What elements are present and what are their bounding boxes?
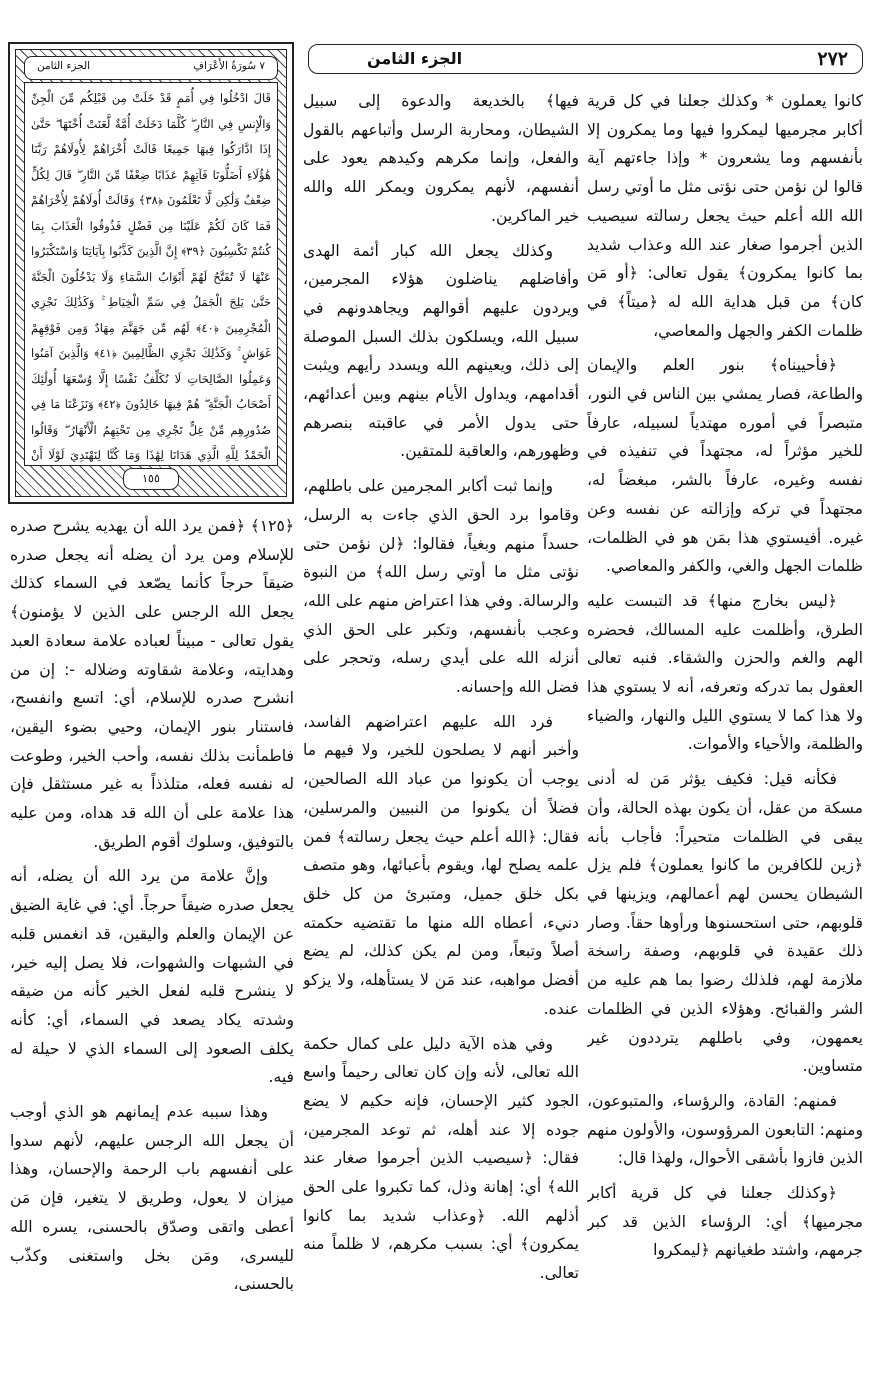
paragraph: وكذلك يجعل الله كبار أئمة الهدى وأفاضلهم يناضلون هؤلاء المجرمين، ويردون عليهم أقوالهم ويجاهدونهم في سبيل الله، ويسلكون بذلك السبل الموصلة إلى ذلك، ويعينهم الله ويسدد رأيهم ويثبت أقدامهم، ويداول الأيام بينهم وبين أعدائهم، حتى يدول الأمر في عاقبته بنصرهم وظهورهم، والعاقبة للمتقين.: [303, 241, 579, 461]
text-column-left: [10, 512, 294, 1377]
paragraph: ﴿ليس بخارج منها﴾ قد التبست عليه الطرق، وأظلمت عليه المسالك، فحضره الهم والغم والحزن والشقاء. فنبه تعالى العقول بما تدركه وتعرفه، أنه لا يستوي هذا ولا هذا كما لا يستوي الليل والنهار، والضياء والظلمة، والأحياء والأموات.: [587, 591, 863, 754]
page-header: [308, 44, 863, 74]
paragraph: وفي هذه الآية دليل على كمال حكمة الله تعالى، لأنه وإن كان تعالى رحيماً واسع الجود كثير الإحسان، فإنه حكيم لا يضع جوده إلا عند أهله، ثم توعد المجرمين، فقال: ﴿سيصيب الذين أجرموا صغار عند الله﴾ أي: إهانة وذل، كما تكبروا على الحق أذلهم الله. ﴿وعذاب شديد بما كانوا يمكرون﴾ أي: بسبب مكرهم، لا ظلماً منه تعالى.: [303, 1034, 579, 1283]
paragraph: وإنَّ علامة من يرد الله أن يضله، أنه يجعل صدره ضيقاً حرجاً. أي: في غاية الضيق عن الإيمان والعلم واليقين، قد انغمس قلبه في الشبهات والشهوات، فلا يصل إليه خير، لا ينشرح قلبه لفعل الخير كأنه من ضيقه وشدته يكاد يصعد في السماء، أي: كأنه يكلف الصعود إلى السماء الذي لا حيلة له فيه.: [10, 867, 294, 1087]
paragraph: ﴿١٢٥﴾ ﴿فمن يرد الله أن يهديه يشرح صدره للإسلام ومن يرد أن يضله أنه يجعل صدره ضيقاً حرجاً كأنما يصّعد في السماء كذلك يجعل الله الرجس على الذين لا يؤمنون﴾ يقول تعالى - مبيناً لعباده علامة سعادة العبد وهدايته، وعلامة شقاوته وضلاله -: إن من انشرح صدره للإسلام، أي: اتسع وانفسح، فاستنار بنور الإيمان، وحيي بضوء اليقين، فاطمأنت بذلك نفسه، وأحب الخير، وطوعت له نفسه فعله، متلذذاً به غير مستثقل فإن هذا علامة على أن الله قد هداه، ومن عليه بالتوفيق، وسلوك أقوم الطريق.: [10, 517, 294, 851]
surah-label: ٧ سُورَةُ الأَعْرَافِ: [193, 60, 265, 72]
paragraph: وهذا سببه عدم إيمانهم هو الذي أوجب أن يجعل الله الرجس عليهم، لأنهم سدوا على أنفسهم باب الرحمة والإحسان، وهذا ميزان لا يعول، وطريق لا يتغير، فإن مَن أعطى واتقى وصدّق بالحسنى، يسره الله لليسرى، ومَن بخل واستغنى وكذّب بالحسنى،: [10, 1103, 294, 1294]
ornamental-border: [15, 49, 287, 497]
mushaf-page-number: ١٥٥: [123, 468, 179, 490]
page-number: ٢٧٢: [817, 48, 848, 70]
paragraph: فمنهم: القادة، والرؤساء، والمتبوعون، ومنهم: التابعون المرؤوسون، والأولون منهم الذين فازوا بأشقى الأحوال، ولهذا قال:: [587, 1091, 863, 1168]
paragraph: فيها﴾ بالخديعة والدعوة إلى سبيل الشيطان، ومحاربة الرسل وأتباعهم بالقول والفعل، وإنما مكرهم وكيدهم يعود على أنفسهم، لأنهم يمكرون ويمكر الله والله خير الماكرين.: [303, 92, 579, 225]
text-column-right: [587, 87, 863, 1377]
text-column-middle: [303, 87, 579, 1377]
paragraph: فرد الله عليهم اعتراضهم الفاسد، وأخبر أنهم لا يصلحون للخير، ولا فيهم ما يوجب أن يكونوا من عباد الله الصالحين، فضلاً أن يكونوا من النبيين والمرسلين، فقال: ﴿الله أعلم حيث يجعل رسالته﴾ فمن علمه يصلح لها، ويقوم بأعبائها، وهو متصف بكل خلق جميل، ومتبرئ من كل خلق دنيء، أعطاه الله منها ما تقتضيه حكمته أصلاً وتبعاً، ومن لم يكن كذلك، لم يضع أفضل مواهبه، عند مَن لا يستأهله، ولا يزكو عنده.: [303, 712, 579, 1018]
part-title: الجزء الثامن: [367, 49, 463, 68]
paragraph: فكأنه قيل: فكيف يؤثر مَن له أدنى مسكة من عقل، أن يكون بهذه الحالة، وأن يبقى في الظلمات متحيراً: فأجاب بأنه ﴿زين للكافرين ما كانوا يعملون﴾ فلم يزل الشيطان يحسن لهم أعمالهم، ويزينها في قلوبهم، حتى استحسنوها ورأوها حقاً. وصار ذلك عقيدة في قلوبهم، وصفة راسخة ملازمة لهم، فلذلك رضوا بما هم عليه من الشر والقبائح. وهؤلاء الذين في الظلمات يعمهون، وفي باطلهم يترددون غير متساوين.: [587, 770, 863, 1076]
quran-page-frame: [8, 42, 294, 504]
paragraph: ﴿وكذلك جعلنا في كل قرية أكابر مجرميها﴾ أي: الرؤساء الذين قد كبر جرمهم، واشتد طغيانهم ﴿ليمكروا: [587, 1184, 863, 1260]
quran-text: قَالَ ادْخُلُوا فِي أُمَمٍ قَدْ خَلَتْ مِن قَبْلِكُم مِّنَ الْجِنِّ وَالْإِنسِ فِي النَّارِ ۖ كُلَّمَا دَخَلَتْ أُمَّةٌ لَّعَنَتْ أُخْتَهَا ۖ حَتَّىٰ إِذَا ادَّارَكُوا فِيهَا جَمِيعًا قَالَتْ أُخْرَاهُمْ لِأُولَاهُمْ رَبَّنَا هَٰؤُلَاءِ أَضَلُّونَا فَآتِهِمْ عَذَابًا ضِعْفًا مِّنَ النَّارِ ۖ قَالَ لِكُلٍّ ضِعْفٌ وَلَٰكِن لَّا تَعْلَمُونَ ﴿٣٨﴾ وَقَالَتْ أُولَاهُمْ لِأُخْرَاهُمْ فَمَا كَانَ لَكُمْ عَلَيْنَا مِن فَضْلٍ فَذُوقُوا الْعَذَابَ بِمَا كُنتُمْ تَكْسِبُونَ ﴿٣٩﴾ إِنَّ الَّذِينَ كَذَّبُوا بِآيَاتِنَا وَاسْتَكْبَرُوا عَنْهَا لَا تُفَتَّحُ لَهُمْ أَبْوَابُ السَّمَاءِ وَلَا يَدْخُلُونَ الْجَنَّةَ حَتَّىٰ يَلِجَ الْجَمَلُ فِي سَمِّ الْخِيَاطِ ۚ وَكَذَٰلِكَ نَجْزِي الْمُجْرِمِينَ ﴿٤٠﴾ لَهُم مِّن جَهَنَّمَ مِهَادٌ وَمِن فَوْقِهِمْ غَوَاشٍ ۚ وَكَذَٰلِكَ نَجْزِي الظَّالِمِينَ ﴿٤١﴾ وَالَّذِينَ آمَنُوا وَعَمِلُوا الصَّالِحَاتِ لَا نُكَلِّفُ نَفْسًا إِلَّا وُسْعَهَا أُولَٰئِكَ أَصْحَابُ الْجَنَّةِ ۖ هُمْ فِيهَا خَالِدُونَ ﴿٤٢﴾ وَنَزَعْنَا مَا فِي صُدُورِهِم مِّنْ غِلٍّ تَجْرِي مِن تَحْتِهِمُ الْأَنْهَارُ ۖ وَقَالُوا الْحَمْدُ لِلَّهِ الَّذِي هَدَانَا لِهَٰذَا وَمَا كُنَّا لِنَهْتَدِيَ لَوْلَا أَنْ: [24, 82, 278, 466]
paragraph: وإنما ثبت أكابر المجرمين على باطلهم، وقاموا برد الحق الذي جاءت به الرسل، حسداً منهم وبغياً، فقالوا: ﴿لن نؤمن حتى نؤتى مثل ما أوتي رسل الله﴾ من النبوة والرسالة. وفي هذا اعتراض منهم على الله، وعجب بأنفسهم، وتكبر على الحق الذي أنزله الله على أيدي رسله، وتحجر على فضل الله وإحسانه.: [303, 477, 579, 697]
mushaf-header: [24, 56, 278, 80]
paragraph: ﴿فأحييناه﴾ بنور العلم والإيمان والطاعة، فصار يمشي بين الناس في النور، متبصراً في أموره مهتدياً لسبيله، عارفاً للخير مؤثراً له، مجتهداً في تنفيذه في نفسه وغيره، عارفاً بالشر، مبغضاً له، مجتهداً في تركه وإزالته عن نفسه وعن غيره. أفيستوي هذا بمَن هو في الظلمات، ظلمات الجهل والغي، والكفر والمعاصي.: [587, 356, 863, 576]
paragraph: كانوا يعملون * وكذلك جعلنا في كل قرية أكابر مجرميها ليمكروا فيها وما يمكرون إلا بأنفسهم وما يشعرون * وإذا جاءتهم آية قالوا لن نؤمن حتى نؤتى مثل ما أوتي رسل الله الله أعلم حيث يجعل رسالته سيصيب الذين أجرموا صغار عند الله وعذاب شديد بما كانوا يمكرون﴾ يقول تعالى: ﴿أو مَن كان﴾ من قبل هداية الله له ﴿ميتاً﴾ في ظلمات الكفر والجهل والمعاصي،: [587, 92, 863, 340]
juz-label: الجزء الثامن: [37, 60, 91, 72]
